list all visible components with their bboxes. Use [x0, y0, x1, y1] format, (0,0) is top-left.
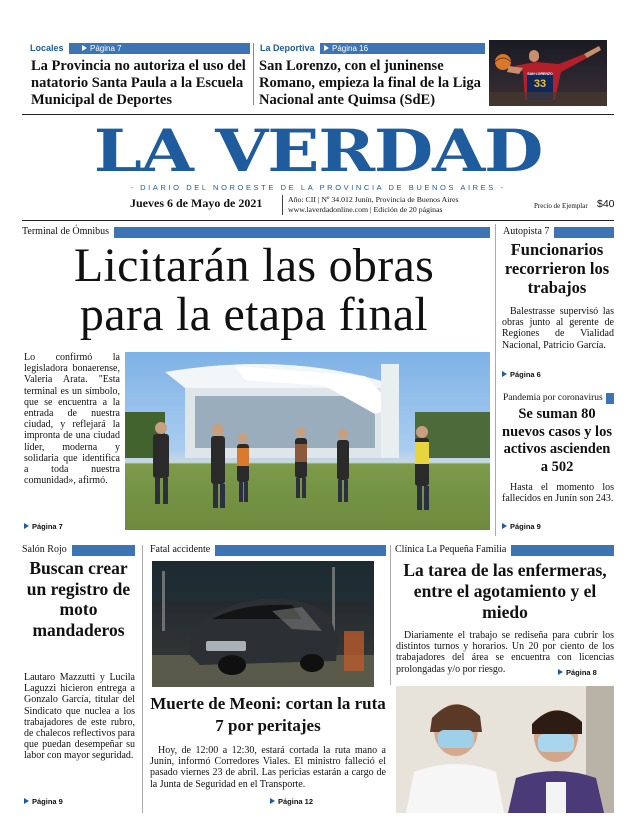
nurses-illustration: [396, 686, 614, 813]
arrow-icon: [502, 523, 507, 529]
salon-rojo-section[interactable]: Salón Rojo: [22, 542, 72, 558]
teaser-deportiva-page[interactable]: Página 16: [318, 43, 374, 54]
teaser-rule: [22, 114, 614, 115]
basketball-photo[interactable]: [489, 40, 607, 106]
masthead-divider: [282, 195, 283, 215]
masthead-date: Jueves 6 de Mayo de 2021: [130, 196, 263, 210]
nurses-photo[interactable]: [396, 686, 614, 813]
teaser-locales-section[interactable]: Locales: [22, 42, 69, 55]
right-column-divider: [495, 224, 496, 536]
bottom-divider-2: [390, 545, 391, 685]
accident-car-photo[interactable]: [152, 561, 374, 687]
terminal-scene-illustration: [125, 352, 490, 530]
fatal-section[interactable]: Fatal accidente: [150, 542, 215, 558]
clinica-section[interactable]: Clínica La Pequeña Familia: [395, 542, 511, 558]
teaser-deportiva-headline[interactable]: San Lorenzo, con el juninense Romano, empieza la final de la Liga Nacional ante Quimsa (SdE): [259, 58, 481, 108]
fatal-page-ref[interactable]: Página 12: [270, 797, 313, 806]
main-body: Lo confirmó la legisladora bonaerense, Valeria Arata. "Esta terminal es un símbolo, que se encuentra a la entrada de nuestra ciudad, y reflejará la impronta de una ciudad líder, moderna y solidaria que identifica a toda nuestra comunidad», afirmó.: [24, 352, 120, 487]
teaser-deportiva-section[interactable]: La Deportiva: [257, 42, 320, 55]
masthead-edition-line1: Año: CII | Nº 34.012 Junín, Provincia de Buenos Aires: [288, 195, 459, 204]
arrow-icon: [24, 798, 29, 804]
arrow-icon: [558, 669, 563, 675]
pandemia-headline[interactable]: Se suman 80 nuevos casos y los activos ascienden a 502: [502, 406, 612, 475]
arrow-icon: [24, 523, 29, 529]
teaser-locales-page[interactable]: Página 7: [76, 43, 128, 54]
main-headline-line2[interactable]: para la etapa final: [79, 288, 429, 341]
pandemia-body: Hasta el momento los fallecidos en Junín son 243.: [502, 482, 614, 505]
autopista-body: Balestrasse supervisó las obras junto al gerente de Regiones de Vialidad Nacional, Patricio García.: [502, 306, 614, 351]
main-page-ref[interactable]: Página 7: [24, 522, 63, 531]
autopista-page-ref[interactable]: Página 6: [502, 370, 541, 379]
masthead-tagline: - DIARIO DEL NOROESTE DE LA PROVINCIA DE BUENOS AIRES -: [130, 183, 506, 192]
arrow-icon: [270, 798, 275, 804]
fatal-body: Hoy, de 12:00 a 12:30, estará cortada la ruta mano a Junín, informó Corredores Viales. El ministro falleció el pasado viernes 23 de abril. Las pericias estarán a cargo de la Junta de Seguridad en el Transporte.: [150, 745, 386, 790]
fatal-headline[interactable]: Muerte de Meoni: cortan la ruta 7 por peritajes: [150, 694, 386, 735]
accident-car-illustration: [152, 561, 374, 687]
jersey-number-text: 33: [533, 78, 547, 90]
clinica-page-ref[interactable]: Página 8: [558, 668, 597, 677]
arrow-icon: [324, 45, 329, 51]
arrow-icon: [502, 371, 507, 377]
salon-rojo-page-ref[interactable]: Página 9: [24, 797, 63, 806]
price-label: Precio de Ejemplar: [534, 202, 588, 210]
teaser-divider: [253, 43, 254, 105]
masthead-title[interactable]: LA VERDAD: [93, 117, 543, 185]
autopista-section[interactable]: Autopista 7: [500, 224, 554, 240]
pandemia-page-ref[interactable]: Página 9: [502, 522, 541, 531]
bottom-divider-1: [142, 545, 143, 813]
masthead-rule: [22, 220, 614, 221]
arrow-icon: [82, 45, 87, 51]
salon-rojo-headline[interactable]: Buscan crear un registro de moto mandaderos: [26, 558, 131, 640]
main-section-label[interactable]: Terminal de Ómnibus: [22, 224, 114, 240]
pandemia-section[interactable]: Pandemia por coronavirus: [500, 390, 606, 406]
jersey-team-text: SAN LORENZO: [527, 72, 553, 76]
teaser-locales-headline[interactable]: La Provincia no autoriza el uso del natatorio Santa Paula a la Escuela Municipal de Deportes: [31, 58, 246, 108]
clinica-body: Diariamente el trabajo se rediseña para cubrir los distintos turnos y horarios. Un 20 por ciento de los trabajadores del área se encuentra con licencias prolongadas y/o por riesgo.: [396, 630, 614, 675]
salon-rojo-body: Lautaro Mazzutti y Lucila Laguzzi hicieron entrega a Gonzalo García, titular del Sindicato que nuclea a los trabajadores de este rubro, de chalecos reflectivos para que puedan desempeñar su labor con mayor seguridad.: [24, 672, 135, 762]
terminal-photo[interactable]: [125, 352, 490, 530]
masthead-edition-line2[interactable]: www.laverdadonline.com | Edición de 20 páginas: [288, 205, 443, 214]
main-headline-line1[interactable]: Licitarán las obras: [73, 239, 435, 292]
clinica-headline[interactable]: La tarea de las enfermeras, entre el agotamiento y el miedo: [403, 560, 607, 622]
price-value: $40: [597, 198, 615, 210]
autopista-headline[interactable]: Funcionarios recorrieron los trabajos: [504, 240, 610, 297]
